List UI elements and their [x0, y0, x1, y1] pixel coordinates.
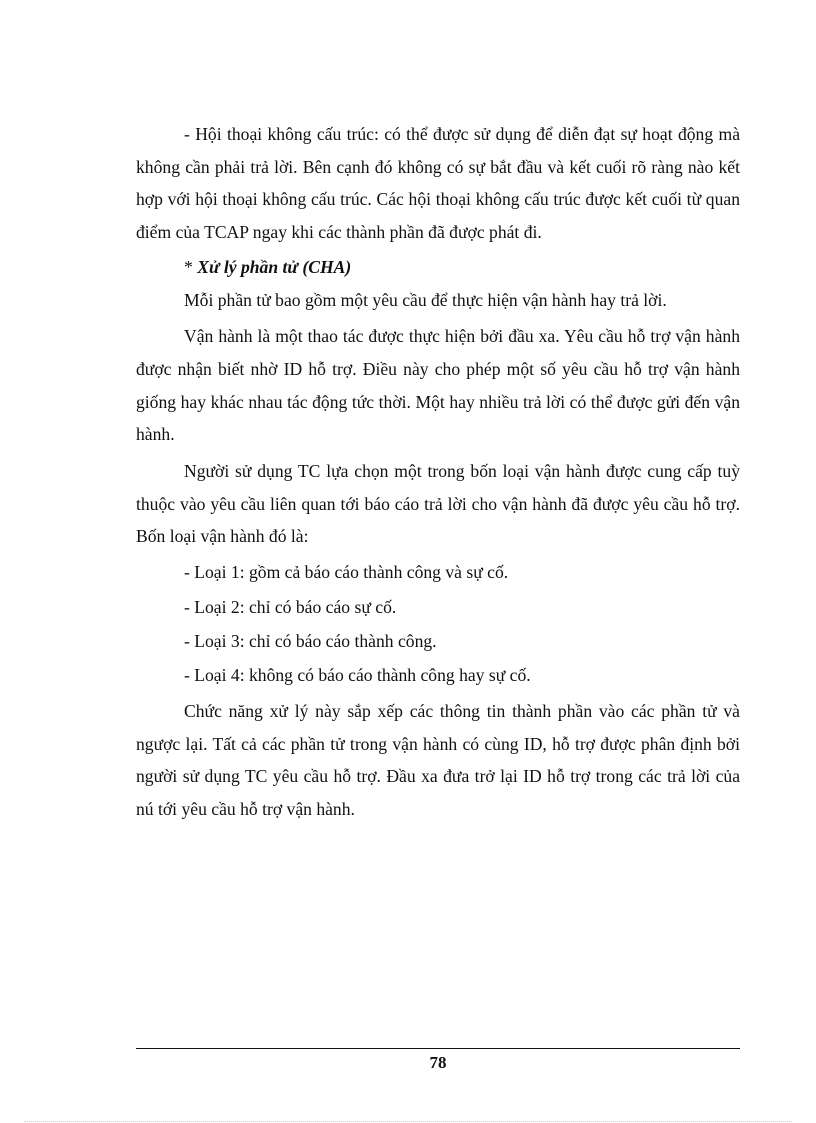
page-bottom-edge	[24, 1121, 792, 1122]
heading-title: Xử lý phần tử (CHA)	[197, 256, 352, 277]
operation-class-list	[136, 556, 740, 692]
paragraph-unstructured-dialogue: - Hội thoại không cấu trúc: có thể được sử dụng để diễn đạt sự hoạt động mà không cần phải trả lời. Bên cạnh đó không có sự bắt đầu và kết cuối rõ ràng nào kết hợp với hội thoại không cấu trúc. Các hội thoại không cấu trúc được kết cuối từ quan điểm của TCAP ngay khi các thành phần đã được phát đi.	[136, 124, 740, 243]
list-item: - Loại 3: chỉ có báo cáo thành công.	[184, 630, 437, 651]
heading-bullet: *	[184, 256, 198, 277]
paragraph-function: Chức năng xử lý này sắp xếp các thông tin thành phần vào các phần tử và ngược lại. Tất cả các phần tử trong vận hành có cùng ID, hỗ trợ được phân định bởi người sử dụng TC yêu cầu hỗ trợ. Đầu xa đưa trở lại ID hỗ trợ trong các trả lời của nú tới yêu cầu hỗ trợ vận hành.	[136, 701, 740, 820]
list-item: - Loại 4: không có báo cáo thành công hay sự cố.	[184, 665, 531, 686]
paragraph-operation: Vận hành là một thao tác được thực hiện bởi đầu xa. Yêu cầu hỗ trợ vận hành được nhận biết nhờ ID hỗ trợ. Điều này cho phép một số yêu cầu hỗ trợ vận hành giống hay khác nhau tác động tức thời. Một hay nhiều trả lời có thể được gửi đến vận hành.	[136, 326, 740, 445]
section-heading	[136, 251, 740, 284]
list-item: - Loại 1: gồm cả báo cáo thành công và sự cố.	[184, 562, 509, 583]
page-body	[136, 118, 740, 826]
paragraph-component: Mỗi phần tử bao gồm một yêu cầu để thực hiện vận hành hay trả lời.	[184, 289, 667, 310]
list-item: - Loại 2: chỉ có báo cáo sự cố.	[184, 596, 397, 617]
page-number: 78	[429, 1053, 447, 1072]
paragraph-user-choice: Người sử dụng TC lựa chọn một trong bốn loại vận hành được cung cấp tuỳ thuộc vào yêu cầu liên quan tới báo cáo trả lời cho vận hành đã được yêu cầu hỗ trợ. Bốn loại vận hành đó là:	[136, 461, 740, 547]
footer-divider	[136, 1048, 740, 1049]
